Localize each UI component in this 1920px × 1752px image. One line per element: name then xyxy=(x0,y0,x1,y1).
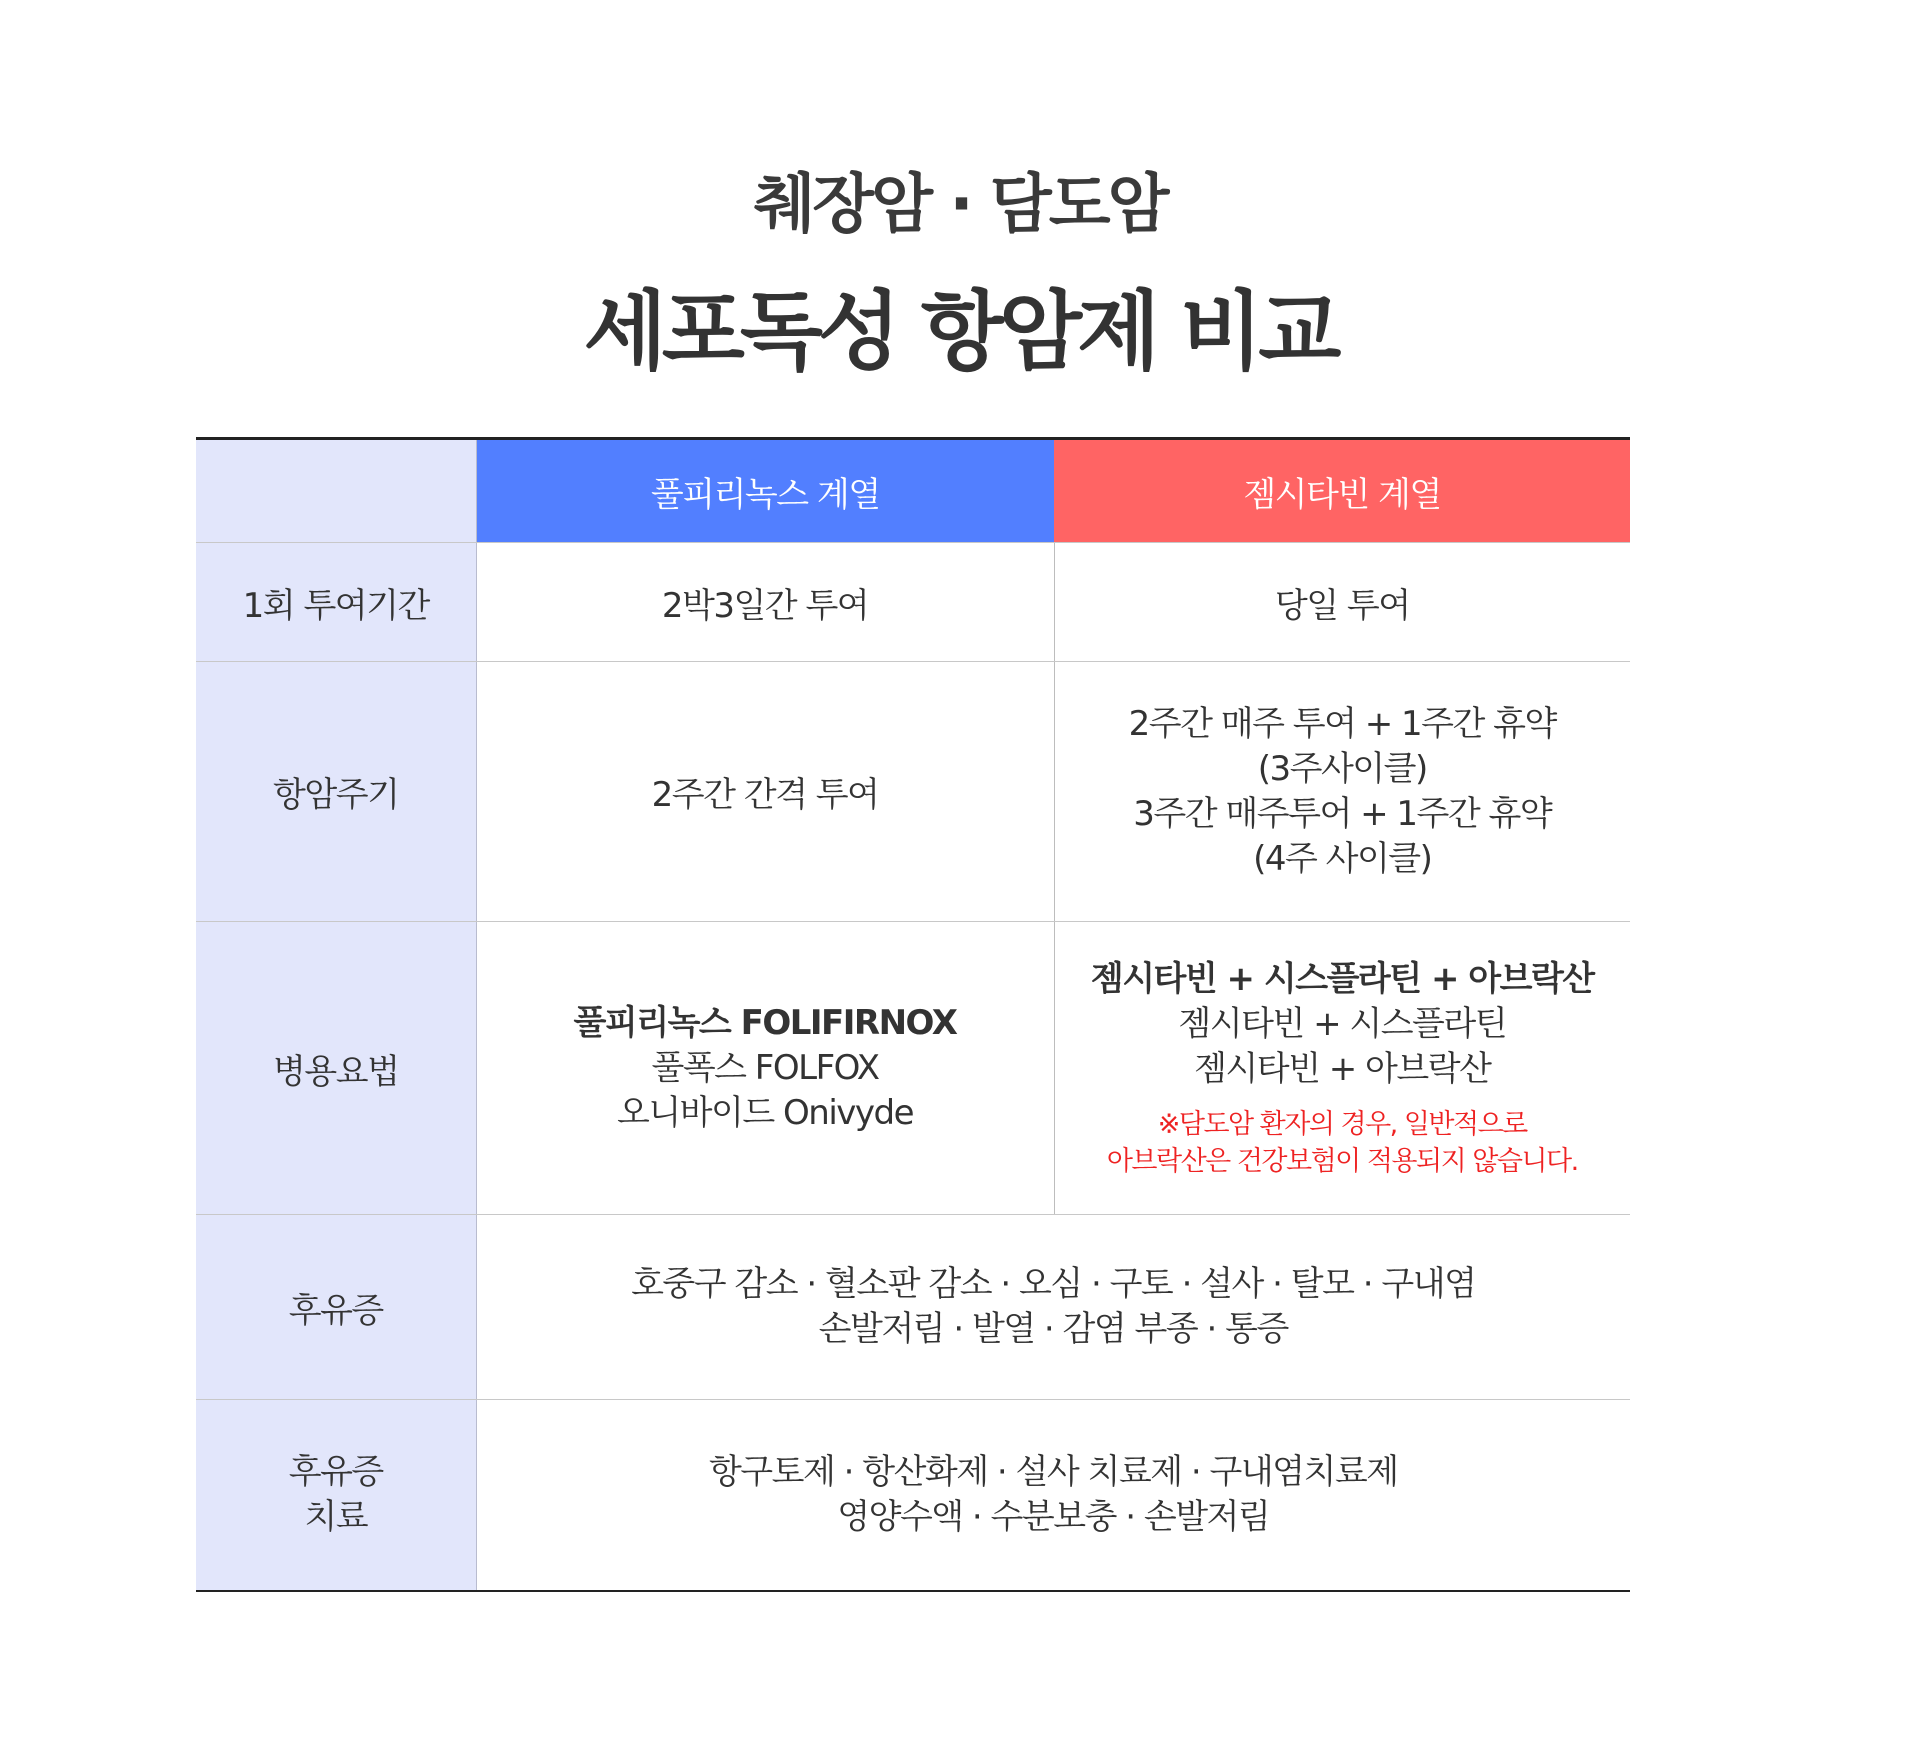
duration-folfirinox: 2박3일간 투여 xyxy=(476,543,1054,662)
page-title: 세포독성 항암제 비교 xyxy=(583,282,1337,382)
cycle-gemcitabine-line: 2주간 매주 투여 + 1주간 휴약 xyxy=(1128,703,1556,744)
side-effects-line: 손발저림 · 발열 · 감염 부종 · 통증 xyxy=(818,1309,1288,1349)
combination-gemcitabine xyxy=(1054,922,1630,1215)
table-row-combination xyxy=(196,922,1630,1215)
row-label-side-effect-treatment xyxy=(196,1400,476,1591)
side-effect-treatment-line: 영양수액 · 수분보충 · 손발저림 xyxy=(837,1496,1270,1537)
row-label-cycle: 항암주기 xyxy=(196,662,476,922)
row-label-side-effects: 후유증 xyxy=(196,1215,476,1400)
duration-gemcitabine: 당일 투여 xyxy=(1054,543,1630,662)
header-gemcitabine-group: 젬시타빈 계열 xyxy=(1054,439,1630,543)
row-label-duration: 1회 투여기간 xyxy=(196,543,476,662)
insurance-note xyxy=(1055,1106,1631,1180)
table-row-cycle xyxy=(196,662,1630,922)
row-label-line: 후유증 xyxy=(288,1451,383,1492)
cycle-folfirinox: 2주간 간격 투여 xyxy=(476,662,1054,922)
table-row-side-effect-treatment xyxy=(196,1400,1630,1591)
combination-folfirinox-line: 풀폭스 FOLFOX xyxy=(651,1047,879,1088)
combination-gemcitabine-line: 젬시타빈 + 시스플라틴 + 아브락산 xyxy=(1090,958,1594,999)
insurance-note-line: ※담도암 환자의 경우, 일반적으로 xyxy=(1157,1108,1527,1140)
header-folfirinox-group: 풀피리녹스 계열 xyxy=(476,439,1054,543)
side-effects-value xyxy=(476,1215,1630,1400)
table-row-side-effects xyxy=(196,1215,1630,1400)
combination-folfirinox-line: 풀피리녹스 FOLIFIRNOX xyxy=(573,1002,957,1043)
side-effect-treatment-line: 항구토제 · 항산화제 · 설사 치료제 · 구내염치료제 xyxy=(708,1451,1398,1492)
combination-gemcitabine-line: 젬시타빈 + 시스플라틴 xyxy=(1178,1003,1507,1044)
side-effect-treatment-value xyxy=(476,1400,1630,1591)
cycle-gemcitabine-line: (4주 사이클) xyxy=(1253,838,1432,879)
table-header-row xyxy=(196,439,1630,543)
table-row-duration xyxy=(196,543,1630,662)
header-empty-cell xyxy=(196,439,476,543)
insurance-note-line: 아브락산은 건강보험이 적용되지 않습니다. xyxy=(1106,1145,1578,1177)
side-effects-line: 호중구 감소 · 혈소판 감소 · 오심 · 구토 · 설사 · 탈모 · 구내염 xyxy=(631,1264,1476,1304)
row-label-combination: 병용요법 xyxy=(196,922,476,1215)
comparison-table xyxy=(196,437,1630,1592)
combination-gemcitabine-line: 젬시타빈 + 아브락산 xyxy=(1194,1048,1491,1089)
combination-folfirinox-line: 오니바이드 Onivyde xyxy=(616,1092,914,1133)
cycle-gemcitabine xyxy=(1054,662,1630,922)
combination-folfirinox xyxy=(476,922,1054,1215)
cycle-gemcitabine-line: (3주사이클) xyxy=(1257,748,1427,789)
row-label-line: 치료 xyxy=(304,1496,368,1537)
title-block xyxy=(0,160,1920,392)
page-subtitle: 췌장암 · 담도암 xyxy=(753,168,1167,242)
cycle-gemcitabine-line: 3주간 매주투어 + 1주간 휴약 xyxy=(1133,793,1552,834)
